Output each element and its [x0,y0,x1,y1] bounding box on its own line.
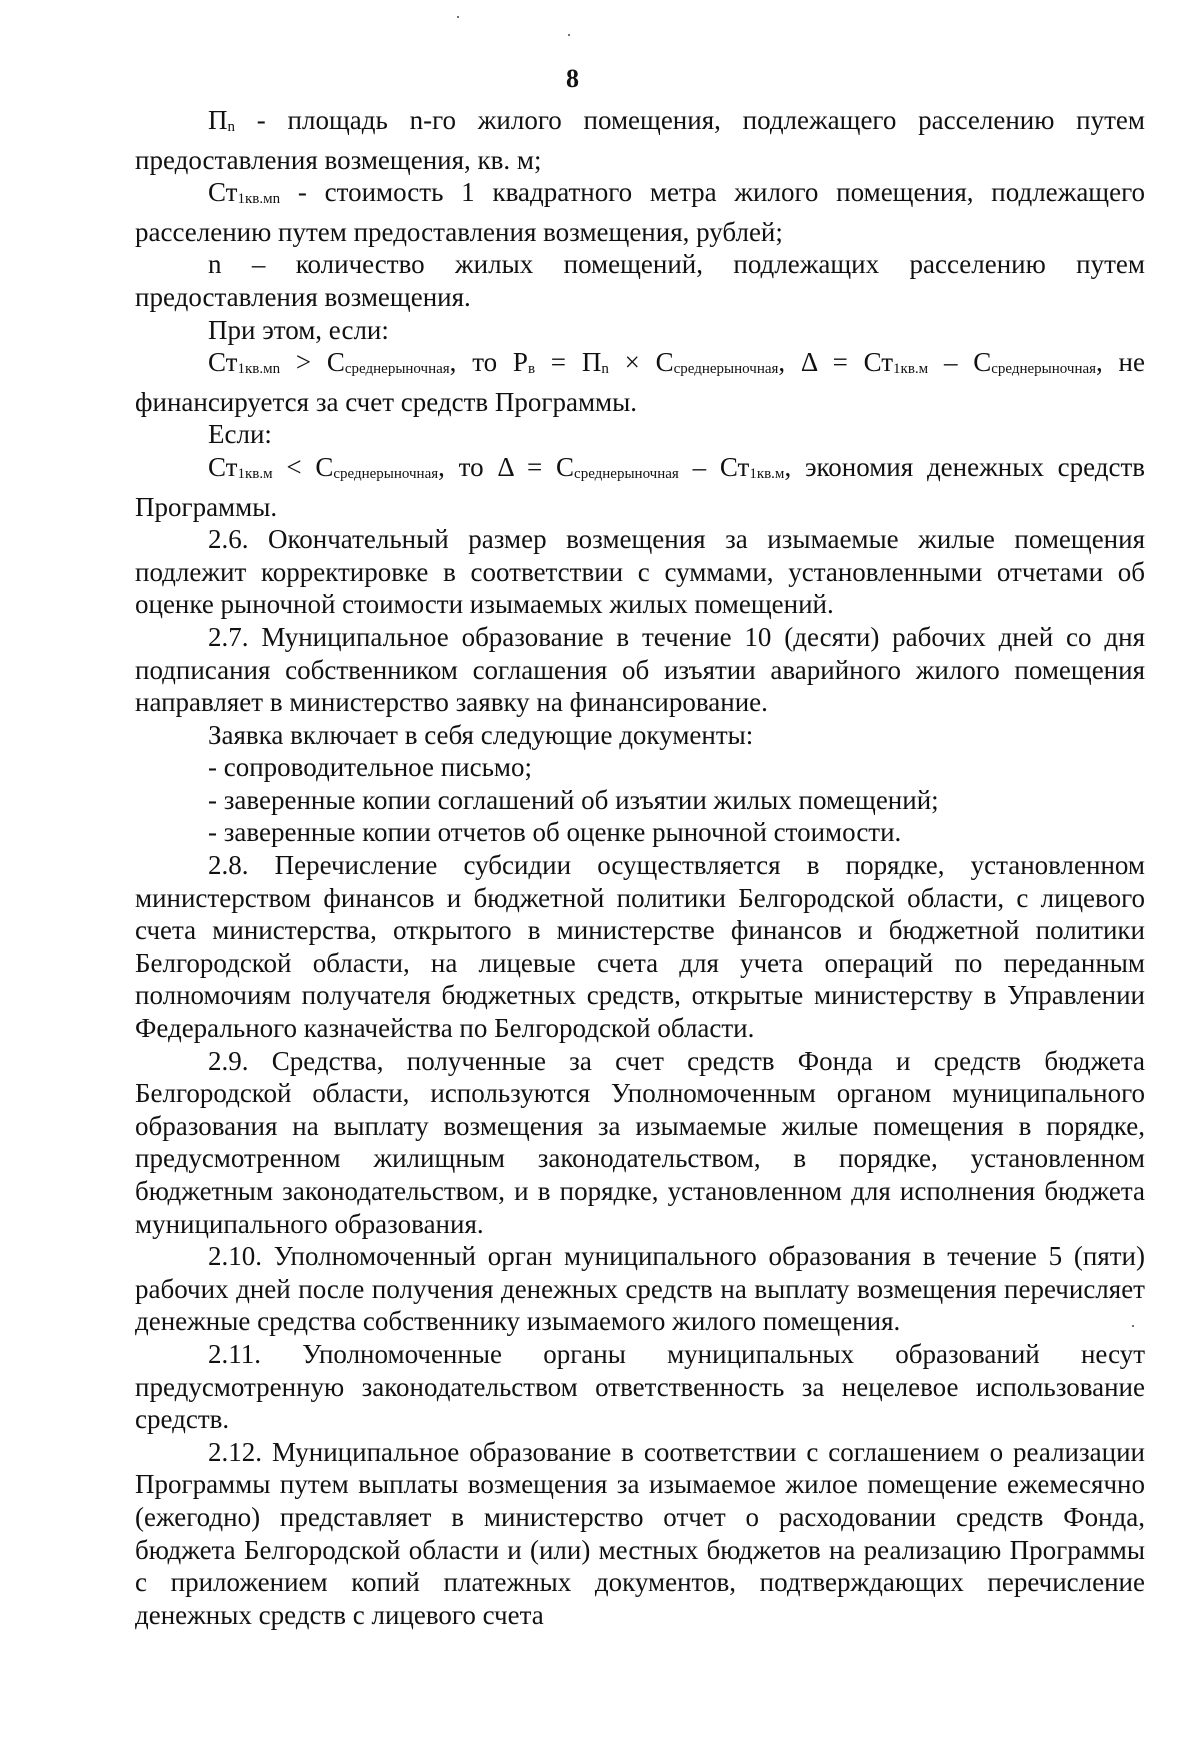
definition-cost: Ст1кв.мn - стоимость 1 квадратного метра жилого помещения, подлежащего расселению путем предоставления возмещения, рублей; [135,177,1145,247]
document-body [135,104,1145,1631]
condition-label: При этом, если: [208,314,389,345]
condition-formula-2: Ст1кв.м < Ссреднерыночная, то Δ = Ссреднерыночная – Ст1кв.м, экономия денежных средств Программы. [135,451,1145,522]
definition-count: n – количество жилых помещений, подлежащих расселению путем предоставления возмещения. [135,249,1145,312]
paragraph-2-8: 2.8. Перечисление субсидии осуществляется в порядке, установленном министерством финансов и бюджетной политики Белгородской области, с лицевого счета министерства, открытого в министерстве финансов и бюджетной политики Белгородской области, на лицевые счета для учета операций по переданным полномочиям получателя бюджетных средств, открытые министерству в Управлении Федерального казначейства по Белгородской области. [135,850,1145,1044]
condition-formula-1: Ст1кв.мn > Ссреднерыночная, то Рв = Пn × Ссреднерыночная, Δ = Ст1кв.м – Ссреднерыночная, не финансируется за счет средств Программы. [135,347,1145,417]
application-item: - сопроводительное письмо; [208,752,533,783]
application-item: - заверенные копии отчетов об оценке рыночной стоимости. [208,817,902,848]
scan-speck [1132,1325,1134,1327]
paragraph-2-9: 2.9. Средства, полученные за счет средств Фонда и средств бюджета Белгородской области, используются Уполномоченным органом муниципального образования на выплату возмещения за изымаемые жилые помещения в порядке, предусмотренном жилищным законодательством, в порядке, установленном бюджетным законодательством, и в порядке, установленном для исполнения бюджета муниципального образования. [135,1045,1145,1239]
paragraph-2-6: 2.6. Окончательный размер возмещения за изымаемые жилые помещения подлежит корректировке в соответствии с суммами, установленными отчетами об оценке рыночной стоимости изымаемых жилых помещений. [135,524,1145,620]
scan-speck [457,16,459,18]
else-label: Если: [208,419,272,450]
application-intro: Заявка включает в себя следующие документы: [208,719,754,750]
definition-area: Пn - площадь n-го жилого помещения, подлежащего расселению путем предоставления возмещения, кв. м; [135,105,1145,175]
page-number: 8 [566,64,579,93]
paragraph-2-11: 2.11. Уполномоченные органы муниципальных образований несут предусмотренную законодательством ответственность за нецелевое использование средств. [135,1338,1145,1435]
paragraph-2-12: 2.12. Муниципальное образование в соответствии с соглашением о реализации Программы путем выплаты возмещения за изымаемое жилое помещение ежемесячно (ежегодно) представляет в министерство отчет о расходовании средств Фонда, бюджета Белгородской области и (или) местных бюджетов на реализацию Программы с приложением копий платежных документов, подтверждающих перечисление денежных средств с лицевого счета [135,1436,1145,1630]
paragraph-2-7: 2.7. Муниципальное образование в течение 10 (десяти) рабочих дней со дня подписания собственником соглашения об изъятии аварийного жилого помещения направляет в министерство заявку на финансирование. [135,621,1145,718]
scan-speck [568,34,570,36]
paragraph-2-10: 2.10. Уполномоченный орган муниципального образования в течение 5 (пяти) рабочих дней после получения денежных средств на выплату возмещения перечисляет денежные средства собственнику изымаемого жилого помещения. [135,1241,1145,1337]
application-item: - заверенные копии соглашений об изъятии жилых помещений; [208,784,939,815]
